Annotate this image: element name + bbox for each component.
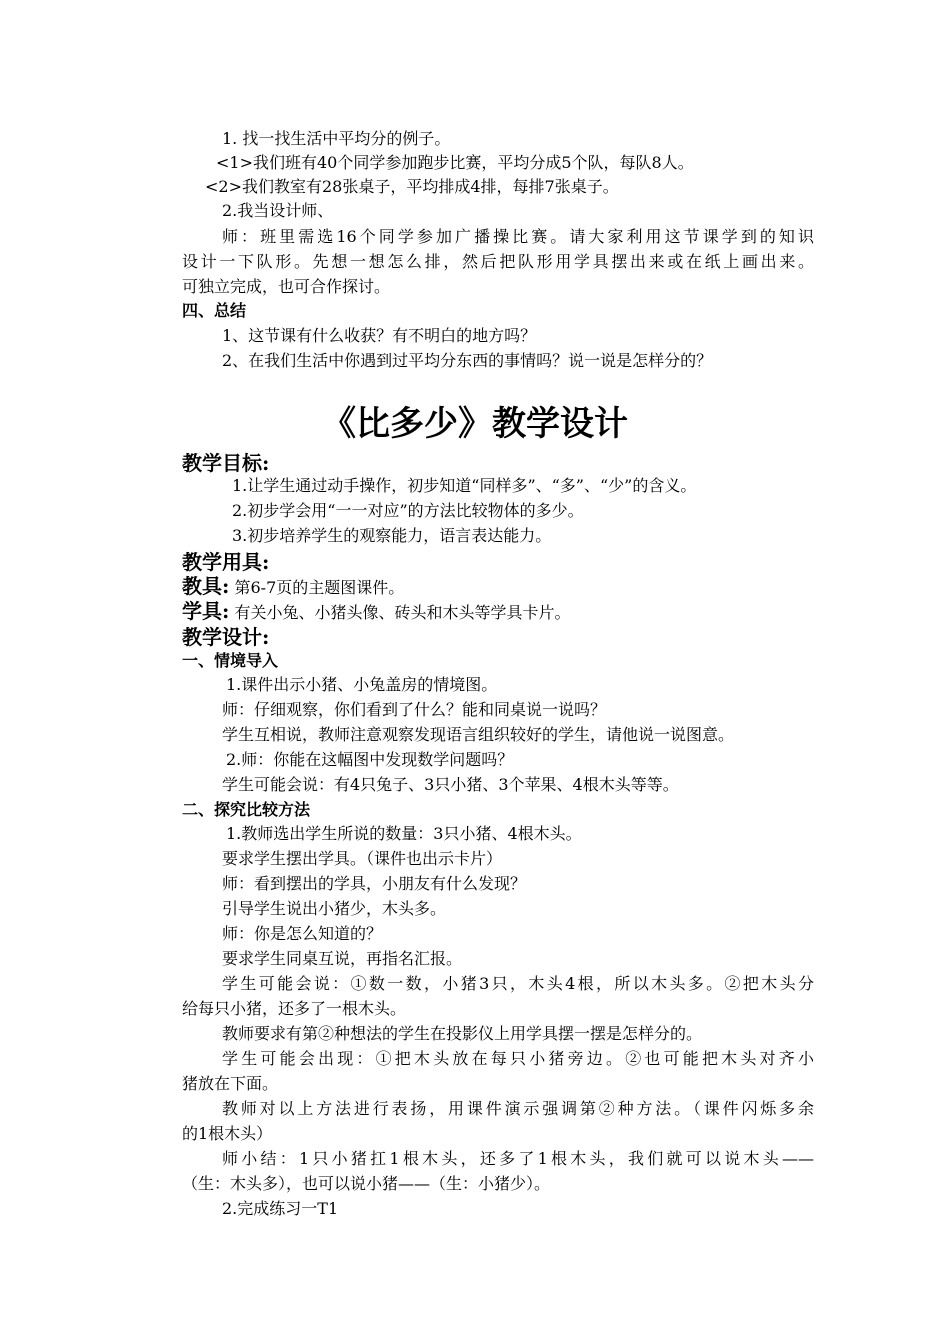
objective-item: 3.初步培养学生的观察能力，语言表达能力。 [232, 526, 552, 545]
design-line: 要求学生同桌互说，再指名汇报。 [222, 949, 463, 968]
design-line: 教师要求有第②种想法的学生在投影仪上用学具摆一摆是怎样分的。 [222, 1024, 703, 1043]
section-heading-intro: 一、情境导入 [182, 651, 279, 670]
document-title: 《比多少》教学设计 [322, 404, 628, 444]
objective-item: 1.让学生通过动手操作，初步知道“同样多”、“多”、“少”的含义。 [232, 476, 697, 495]
design-line: 师小结：1只小猪扛1根木头，还多了1根木头，我们就可以说木头—— [222, 1149, 814, 1168]
design-heading: 教学设计: [182, 625, 270, 649]
design-line: 2.师：你能在这幅图中发现数学问题吗？ [226, 750, 514, 769]
teacher-tools-label: 教具: [182, 574, 230, 598]
summary-item: 2、在我们生活中你遇到过平均分东西的事情吗？说一说是怎样分的？ [222, 351, 713, 370]
design-line: 学生可能会出现：①把木头放在每只小猪旁边。②也可能把木头对齐小 [222, 1049, 814, 1068]
objective-item: 2.初步学会用“一一对应”的方法比较物体的多少。 [232, 501, 584, 520]
design-line: 学生互相说，教师注意观察发现语言组织较好的学生，请他说一说图意。 [222, 725, 735, 744]
teacher-tools-text: 第6-7页的主题图课件。 [234, 578, 405, 597]
student-tools-label: 学具: [182, 599, 230, 623]
design-line: 给每只小猪，还多了一根木头。 [182, 999, 407, 1018]
design-line: 猪放在下面。 [182, 1074, 279, 1093]
item-1a: <1>我们班有40个同学参加跑步比赛，平均分成5个队，每队8人。 [216, 153, 694, 172]
design-line: 教师对以上方法进行表扬，用课件演示强调第②种方法。（课件闪烁多余 [222, 1099, 814, 1118]
design-line: 引导学生说出小猪少，木头多。 [222, 899, 447, 918]
design-line: 师：看到摆出的学具，小朋友有什么发现？ [222, 874, 527, 893]
section-heading-summary: 四、总结 [182, 301, 247, 320]
summary-item: 1、这节课有什么收获？有不明白的地方吗？ [222, 326, 537, 345]
paragraph-line: 可独立完成，也可合作探讨。 [182, 277, 391, 296]
section-heading-explore: 二、探究比较方法 [182, 800, 311, 819]
paragraph-line: 师：班里需选16个同学参加广播操比赛。请大家利用这节课学到的知识 [222, 227, 814, 246]
design-line: 师：你是怎么知道的？ [222, 924, 383, 943]
paragraph-line: 设计一下队形。先想一想怎么排，然后把队形用学具摆出来或在纸上画出来。 [182, 252, 814, 271]
objectives-heading: 教学目标: [182, 451, 270, 475]
design-line: 的1根木头） [182, 1124, 273, 1143]
tools-heading: 教学用具: [182, 550, 270, 574]
student-tools [182, 600, 571, 624]
design-line: 1.教师选出学生所说的数量：3只小猪、4根木头。 [226, 824, 582, 843]
design-line: （生：木头多），也可以说小猪——（生：小猪少）。 [182, 1174, 551, 1193]
item-1: 1. 找一找生活中平均分的例子。 [222, 129, 451, 148]
design-line: 师：仔细观察，你们看到了什么？能和同桌说一说吗？ [222, 700, 607, 719]
design-line: 1.课件出示小猪、小兔盖房的情境图。 [226, 675, 498, 694]
design-line: 学生可能会说：有4只兔子、3只小猪、3个苹果、4根木头等等。 [222, 775, 679, 794]
design-line: 学生可能会说：①数一数，小猪3只，木头4根，所以木头多。②把木头分 [222, 974, 814, 993]
item-1b: <2>我们教室有28张桌子，平均排成4排，每排7张桌子。 [205, 177, 619, 196]
student-tools-text: 有关小兔、小猪头像、砖头和木头等学具卡片。 [234, 603, 571, 622]
design-line: 要求学生摆出学具。（课件也出示卡片） [222, 849, 503, 868]
item-2: 2.我当设计师、 [222, 201, 334, 220]
teacher-tools [182, 575, 404, 599]
design-line: 2.完成练习一T1 [222, 1199, 339, 1218]
